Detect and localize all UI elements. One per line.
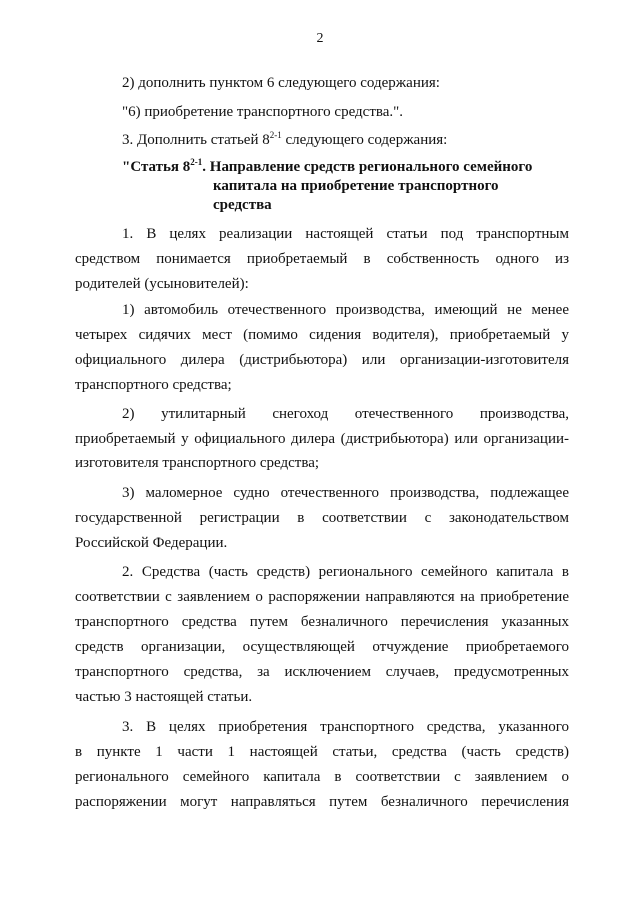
article-heading-line-3: средства <box>213 197 272 213</box>
part-1-line: средством понимается приобретаемый в собственность одного из <box>75 251 569 267</box>
item-2-line: приобретаемый у официального дилера (дистрибьютора) или организации- <box>75 431 569 447</box>
item-1-line: 1) автомобиль отечественного производства, имеющий не менее <box>122 302 569 318</box>
item-2-line: изготовителя транспортного средства; <box>75 455 320 471</box>
part-2-line: 2. Средства (часть средств) регионального семейного капитала в <box>122 564 569 580</box>
article-heading-post: . Направление средств регионального семейного <box>202 159 533 175</box>
article-heading-line-2: капитала на приобретение транспортного <box>213 178 499 194</box>
item-2-line: 2) утилитарный снегоход отечественного производства, <box>122 406 569 422</box>
part-2-line: частью 3 настоящей статьи. <box>75 689 253 705</box>
item-3-line: Российской Федерации. <box>75 535 228 551</box>
part-1-line: родителей (усыновителей): <box>75 276 249 292</box>
page-number: 2 <box>316 31 324 46</box>
item-3-line: государственной регистрации в соответствии с законодательством <box>75 510 569 526</box>
amendment-item-2: 2) дополнить пунктом 6 следующего содержания: <box>122 75 440 91</box>
amendment-item-6-text: "6) приобретение транспортного средства.". <box>122 104 404 120</box>
part-2-line: транспортного средства, за исключением случаев, предусмотренных <box>75 664 569 680</box>
article-heading-line-1 <box>122 157 533 175</box>
item-1-line: четырех сидячих мест (помимо сидения водителя), приобретаемый у <box>75 327 569 343</box>
item-1-line: официального дилера (дистрибьютора) или организации-изготовителя <box>75 352 569 368</box>
amendment-item-3 <box>122 130 448 148</box>
article-heading-sup: 2-1 <box>190 157 203 167</box>
part-3-line: 3. В целях приобретения транспортного средства, указанного <box>122 719 569 735</box>
part-3-line: в пункте 1 части 1 настоящей статьи, средства (часть средств) <box>75 744 569 760</box>
part-2-line: соответствии с заявлением о распоряжении направляются на приобретение <box>75 589 569 605</box>
amendment-item-3-post: следующего содержания: <box>281 132 448 148</box>
item-3-line: 3) маломерное судно отечественного производства, подлежащее <box>122 485 569 501</box>
item-1-line: транспортного средства; <box>75 377 232 393</box>
part-2-line: средств организации, осуществляющей отчуждение приобретаемого <box>75 639 569 655</box>
article-heading-pre: "Статья 8 <box>122 159 191 175</box>
part-1-line: 1. В целях реализации настоящей статьи под транспортным <box>122 226 569 242</box>
amendment-item-3-pre: 3. Дополнить статьей 8 <box>122 132 270 148</box>
part-3-line: регионального семейного капитала в соответствии с заявлением о <box>75 769 569 785</box>
part-2-line: транспортного средства путем безналичного перечисления указанных <box>75 614 569 630</box>
part-3-line: распоряжении могут направляться путем безналичного перечисления <box>75 794 569 810</box>
amendment-item-3-sup: 2-1 <box>269 130 282 140</box>
